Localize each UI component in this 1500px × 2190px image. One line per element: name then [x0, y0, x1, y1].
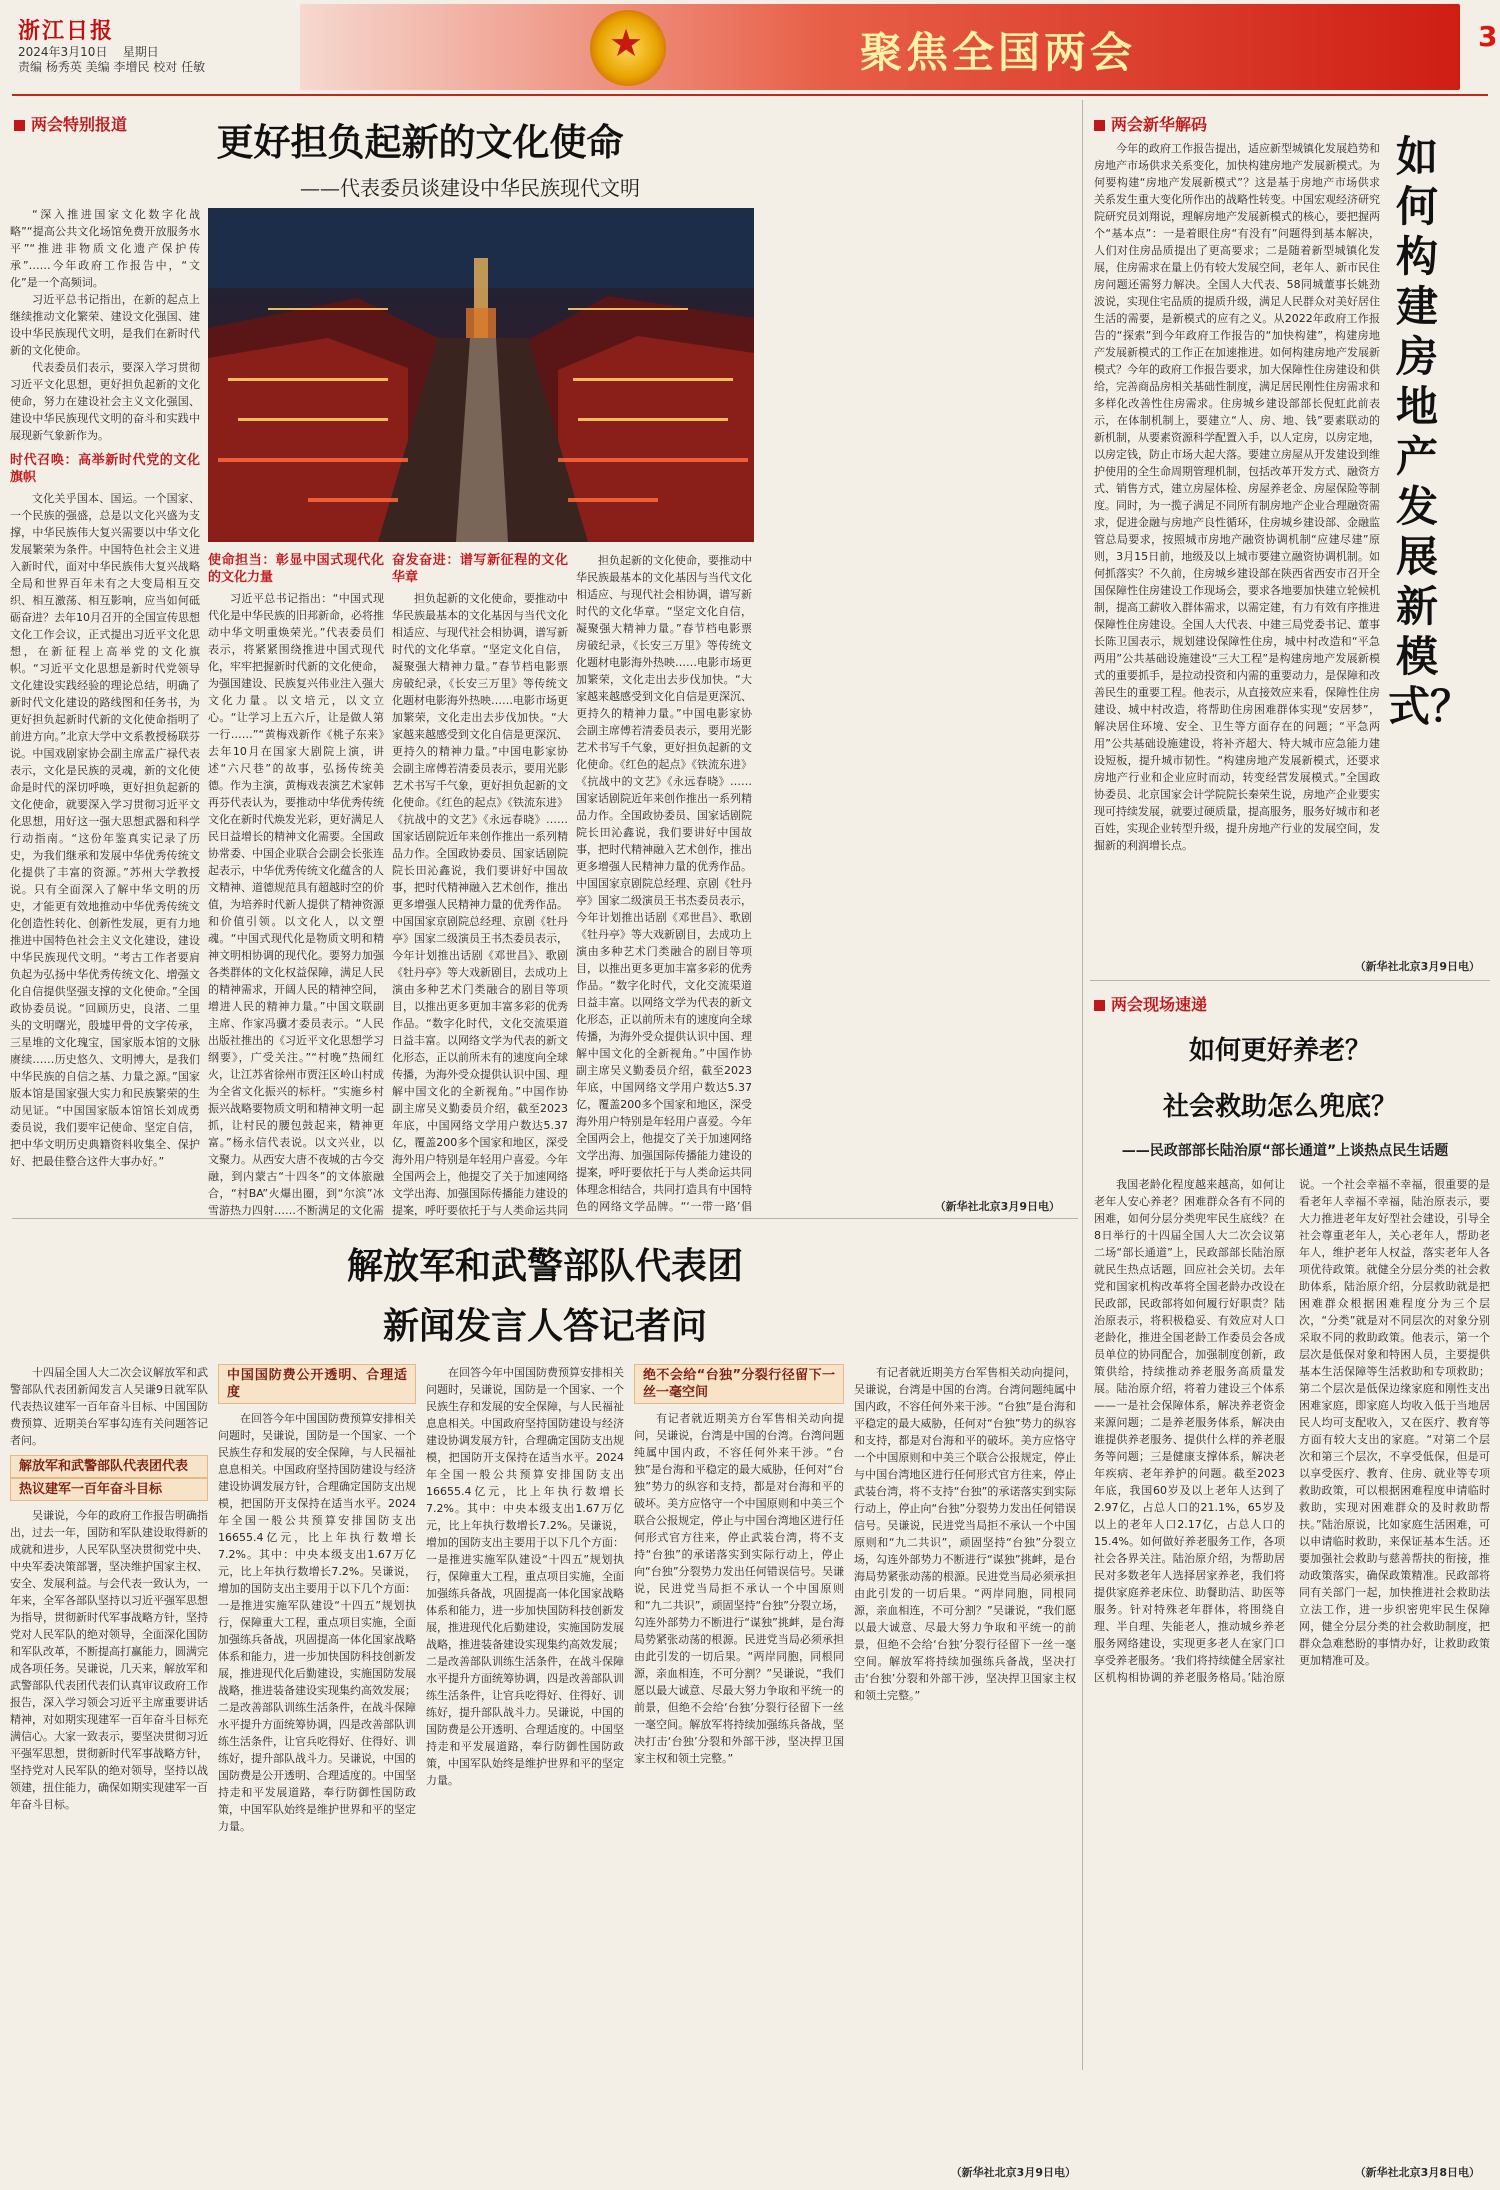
divider-main-right	[1082, 100, 1083, 2070]
article1-section2-heading	[208, 552, 384, 586]
article1-col4	[576, 552, 752, 1216]
article4-para2-cont: 在回答今年中国国防费预算安排相关问题时，吴谦说，国防是一个国家、一个民族生存和发展的安全保障，与人民福祉息息相关。中国政府坚持国防建设与经济建设协调发展方针，合理确定国防支出规模，把国防开支保持在适当水平。2024年全国一般公共预算安排国防支出16655.4亿元，比上年执行数增长7.2%。其中：中央本级支出1.67万亿元，比上年执行数增长7.2%。吴谦说，增加的国防支出主要用于以下几个方面：一是推进实施军队建设“十四五”规划执行，保障重大工程，重点项目实施，全面加强练兵备战，巩固提高一体化国家战略体系和能力，进一步加快国防科技创新发展，推进现代化后勤建设，实施国防发展战略，推进装备建设实现集约高效发展；二是改善部队训练生活条件，在战斗保障水平提升方面统筹协调，四是改善部队训练生活条件，让官兵吃得好、住得好、训练好，提升部队战斗力。吴谦说，中国的国防费是公开透明、合理适度的。中国坚持走和平发展道路，奉行防御性国防政策，中国军队始终是维护世界和平的坚定力量。	[426, 1366, 624, 1787]
article1-tag: 两会特别报道	[14, 112, 127, 135]
article1-photo	[208, 208, 754, 542]
staff-credits: 责编 杨秀英 美编 李增民 校对 任敏	[18, 60, 206, 74]
article3-title-line2: 社会救助怎么兜底？	[1162, 1092, 1397, 1122]
article1-para3: 代表委员们表示，要深入学习贯彻习近平文化思想，更好担负起新的文化使命，努力在建设社会主义文化强国、建设中华民族现代文明的奋斗和实践中展现新气象新作为。	[10, 361, 200, 442]
article4-para1: 吴谦说，今年的政府工作报告明确指出，过去一年，国防和军队建设取得新的成就和进步，人民军队坚决贯彻党中央、中央军委决策部署，坚决维护国家主权、安全、发展利益。与会代表一致认为，一年来，全军各部队坚持以习近平强军思想为指导，贯彻新时代军事战略方针，坚持党对人民军队的绝对领导，全面深化国防和军队改革，不断提高打赢能力，圆满完成各项任务。吴谦说，几天来，解放军和武警部队代表团代表们认真审议政府工作报告，深入学习领会习近平主席重要讲话精神，对如期实现建军一百年奋斗目标充满信心。大家一致表示，要坚决贯彻习近平强军思想，贯彻新时代军事战略方针，坚持党对人民军队的绝对领导，坚持以战领建，扭住能力，确保如期实现建军一百年奋斗目标。	[10, 1509, 208, 1811]
article4-col5	[854, 1364, 1076, 2164]
article1-section1-title: 时代召唤：高举新时代党的文化旗帜	[10, 453, 200, 485]
article4-box1-line1: 解放军和武警部队代表团代表	[10, 1455, 208, 1478]
article1-subtitle: ——代表委员谈建设中华民族现代文明	[300, 176, 640, 200]
issue-date-text: 2024年3月10日	[18, 45, 108, 59]
article1-section1-heading	[10, 452, 200, 486]
article3-subtitle: ——民政部部长陆治原“部长通道”上谈热点民生话题	[1121, 1143, 1449, 1159]
article2-credit: （新华社北京3月9日电）	[1354, 960, 1480, 973]
article1-credit: （新华社北京3月9日电）	[934, 1200, 1060, 1213]
divider-a1-bottom	[12, 1218, 1078, 1219]
article4-title-line2: 新闻发言人答记者问	[382, 1305, 707, 1347]
article3-credit: （新华社北京3月8日电）	[1354, 2166, 1480, 2179]
section-title: 聚焦全国两会	[860, 28, 1137, 77]
article1-section2-body: 习近平总书记指出：“中国式现代化是中华民族的旧邦新命，必将推动中华文明重焕荣光。”代表委员们表示，将紧紧围绕推进中国式现代化，牢牢把握新时代新的文化使命，为强国建设、民族复兴伟业注入强大文化力量。以文培元，以文立心。“让学习上五六斤，让是做人第一行……”“黄梅戏新作《桃子东来》去年10月在国家大剧院上演，讲述“六尺巷”的故事，弘扬传统美德。作为主演，黄梅戏表演艺术家韩再芬代表认为，要推动中华优秀传统文化在新时代焕发光彩，更好满足人民日益增长的精神文化需要。全国政协常委、中国企业联合会副会长张连起表示，中华优秀传统文化蕴含的人文精神、道德规范具有超越时空的价值，为培养时代新人提供了精神资源和价值引领。以文化人，以文塑魂。“中国式现代化是物质文明和精神文明相协调的现代化。要努力加强各类群体的文化权益保障，满足人民的精神需求，开阔人民的精神空间，增进人民的精神力量。”中国文联副主席、作家冯骥才委员表示。“人民出版社推出的《习近平文化思想学习纲要》，广受关注。”“村晚”热闹红火，让江苏省徐州市贾汪区岭山村成为全省文化振兴的标杆。“实施乡村振兴战略要物质文明和精神文明一起抓，让村民的腰包鼓起来，精神更富。”杨永信代表说。以文兴业，以文聚力。从西安大唐不夜城的古今交融，到内蒙古“十四冬”的文体旅融合，“村BA”火爆出圈，到“尔滨”冰雪游热力四射……不断满足的文化需	[208, 592, 384, 1216]
weekday: 星期日	[122, 45, 159, 59]
article4-box1-line2: 热议建军一百年奋斗目标	[10, 1478, 208, 1501]
article2-body	[1094, 140, 1380, 960]
article4-col3	[426, 1364, 624, 2164]
divider-a2-bottom	[1090, 980, 1490, 981]
article1-section2-title: 使命担当：彰显中国式现代化的文化力量	[208, 553, 384, 585]
article2-tag: 两会新华解码	[1094, 112, 1207, 135]
masthead-rule	[12, 94, 1488, 96]
article1-title: 更好担负起新的文化使命	[216, 120, 624, 164]
article3-body	[1094, 1176, 1490, 2062]
article4-box3: 绝不会给“台独”分裂行径留下一丝一毫空间	[634, 1364, 844, 1404]
article4-para2: 在回答今年中国国防费预算安排相关问题时，吴谦说，国防是一个国家、一个民族生存和发展的安全保障，与人民福祉息息相关。中国政府坚持国防建设与经济建设协调发展方针，合理确定国防支出规模，把国防开支保持在适当水平。2024年全国一般公共预算安排国防支出16655.4亿元，比上年执行数增长7.2%。其中：中央本级支出1.67万亿元，比上年执行数增长7.2%。吴谦说，增加的国防支出主要用于以下几个方面：一是推进实施军队建设“十四五”规划执行，保障重大工程，重点项目实施，全面加强练兵备战，巩固提高一体化国家战略体系和能力，进一步加快国防科技创新发展，推进现代化后勤建设，实施国防发展战略，推进装备建设实现集约高效发展；二是改善部队训练生活条件，在战斗保障水平提升方面统筹协调，四是改善部队训练生活条件，让官兵吃得好、住得好、训练好，提升部队战斗力。吴谦说，中国的国防费是公开透明、合理适度的。中国坚持走和平发展道路，奉行防御性国防政策，中国军队始终是维护世界和平的坚定力量。	[218, 1412, 416, 1833]
article4-lead: 十四届全国人大二次会议解放军和武警部队代表团新闻发言人吴谦9日就军队代表热议建军一百年奋斗目标、中国国防费预算、近期美台军事勾连有关问题答记者问。	[10, 1366, 208, 1447]
section-banner	[300, 4, 1460, 90]
night-street-illustration	[208, 208, 754, 542]
article4-para3-cont: 有记者就近期美方台军售相关动向提问，吴谦说，台湾是中国的台湾。台湾问题纯属中国内政，不容任何外来干涉。“台独”是台海和平稳定的最大威胁，任何对“台独”势力的纵容和支持，都是对台海和平的破坏。美方应恪守一个中国原则和中美三个联合公报规定，停止与中国台湾地区进行任何形式官方往来，停止武装台湾，将不支持“台独”的承诺落实到实际行动上，停止向“台独”分裂势力发出任何错误信号。吴谦说，民进党当局拒不承认一个中国原则和“九二共识”，顽固坚持“台独”分裂立场，勾连外部势力不断进行“谋独”挑衅，是台海局势紧张动荡的根源。民进党当局必须承担由此引发的一切后果。“两岸同胞，同根同源，亲血相连，不可分割？”吴谦说，“我们愿以最大诚意、尽最大努力争取和平统一的前景，但绝不会给‘台独’分裂行径留下一丝一毫空间。解放军将持续加强练兵备战，坚决打击‘台独’分裂和外部干涉，坚决捍卫国家主权和领土完整。”	[854, 1366, 1076, 1702]
article1-col3	[392, 552, 568, 1216]
article1-lead: “深入推进国家文化数字化战略”“提高公共文化场馆免费开放服务水平”“推进非物质文化遗产保护传承”……今年政府工作报告中，“文化”是一个高频词。	[10, 208, 200, 289]
article3-tag: 两会现场速递	[1094, 992, 1207, 1015]
article4-col1	[10, 1364, 208, 2164]
article2-title: 如何构建房地产发展新模式？	[1388, 132, 1473, 731]
article4-col2	[218, 1364, 416, 2164]
article4-title-line1: 解放军和武警部队代表团	[346, 1245, 743, 1287]
national-emblem-icon	[590, 10, 666, 86]
issue-date	[18, 45, 298, 60]
article1-section3-heading	[392, 552, 568, 586]
masthead	[0, 0, 1500, 95]
article1-col4-body: 担负起新的文化使命，要推动中华民族最基本的文化基因与当代文化相适应、与现代社会相协调，谱写新时代的文化华章。“坚定文化自信，凝聚强大精神力量。”春节档电影票房破纪录，《长安三万里》等传统文化题材电影海外热映……电影市场更加繁荣，文化走出去步伐加快。“大家越来越感受到文化自信是更深沉、更持久的精神力量。”中国电影家协会副主席傅若清委员表示，要用光影艺术书写千气象，更好担负起新的文化使命。《红色的起点》《铁流东进》《抗战中的文艺》《永远春晓》……国家话剧院近年来创作推出一系列精品力作。全国政协委员、国家话剧院院长田沁鑫说，我们要讲好中国故事，把时代精神融入艺术创作，推出更多增强人民精神力量的优秀作品。中国国家京剧院总经理、京剧《牡丹亭》国家二级演员王书杰委员表示，今年计划推出话剧《邓世昌》、歌剧《牡丹亭》等大戏新剧目，去成功上演由多种艺术门类融合的剧目等项目，以推出更多更加丰富多彩的优秀作品。“数字化时代，文化交流渠道日益丰富。以网络文学为代表的新文化形态，正以前所未有的速度向全球传播，为海外受众提供认识中国、理解中国文化的全新视角。”中国作协副主席吴义勤委员介绍，截至2023年底，中国网络文学用户数达5.37亿，覆盖200多个国家和地区，深受海外用户特别是年轻用户喜爱。今年全国两会上，他提交了关于加速网络文学出海、加强国际传播能力建设的提案，呼吁要依托于与人类命运共同体理念相结合，共同打造具有中国特色的网络文学品牌。“‘一带一路’倡	[576, 554, 752, 1213]
article1-section1-body: 文化关乎国本、国运。一个国家、一个民族的强盛，总是以文化兴盛为支撑，中华民族伟大复兴需要以中华文化发展繁荣为条件。中国特色社会主义进入新时代，面对中华民族伟大复兴战略全局和世界百年未有之大变局相互交织、相互激荡、相互影响，应当如何砥砺奋进？去年10月召开的全国宣传思想文化工作会议，正式提出习近平文化思想，在新征程上高举党的文化旗帜。“习近平文化思想是新时代党领导文化建设实践经验的理论总结，明确了新时代文化建设的路线图和任务书，为更好担负起新时代新的文化使命指明了前进方向。”北京大学中文系教授杨联芬说。中国戏剧家协会副主席孟广禄代表表示，文化是民族的灵魂，新的文化使命是时代的深切呼唤，更好担负起新的文化使命，就要深入学习贯彻习近平文化思想，用好这一强大思想武器和科学行动指南。“这份年鉴真实记录了历史，为我们继承和发展中华优秀传统文化提供了丰富的资源。”苏州大学教授说。只有全面深入了解中华文明的历史，才能更有效地推动中华优秀传统文化创造性转化、创新性发展，更有力地推进中国特色社会主义文化建设，建设中华民族现代文明。“考古工作者要肩负起为弘扬中华优秀传统文化、增强文化自信提供坚强支撑的文化使命。”全国政协委员说。“回顾历史，良渚、二里头的文明曙光，殷墟甲骨的文字传承，三星堆的文化瑰宝，国家版本馆的文脉赓续……历史悠久、文明博大，是我们中华民族的自信之基、力量之源。”国家版本馆是国家强大实力和民族繁荣的生动见证。“中国国家版本馆馆长刘成勇委员说，我们要牢记使命、坚定自信，把中华文明历史典籍资料收集全、保护好、把最佳整合这件大事办好。”	[10, 492, 200, 1168]
article4-credit: （新华社北京3月9日电）	[950, 2166, 1076, 2179]
article2-text: 今年的政府工作报告提出，适应新型城镇化发展趋势和房地产市场供求关系变化，加快构建房地产发展新模式。为何要构建“房地产发展新模式”？这是基于房地产市场供求关系发生重大变化所作出的战略性转变。中国宏观经济研究院研究员刘翔说，理解房地产发展新模式的核心，要把握两个“基本点”：一是着眼住房“有没有”问题得到基本解决，人们对住房品质提出了更高要求；二是随着新型城镇化发展，住房需求在量上仍有较大发展空间，老年人、新市民住房问题还需努力解决。全国人大代表、58同城董事长姚劲波说，实现住宅品质的提质升级，满足人民群众对美好居住生活的需要，是新模式的应有之义。从2022年政府工作报告的“探索”到今年政府工作报告的“加快构建”，构建房地产发展新模式的工作正在加速推进。如何构建房地产发展新模式？今年的政府工作报告要求，加大保障性住房建设和供给，完善商品房相关基础性制度，满足居民刚性住房需求和多样化改善性住房需求。住房城乡建设部部长倪虹此前表示，在体制机制上，要建立“人、房、地、钱”要素联动的新机制，从要素资源科学配置入手，以人定房，以房定地，以房定钱，防止市场大起大落。要建立房屋从开发建设到维护使用的全生命周期管理机制，包括改革开发方式、融资方式、销售方式，建立房屋体检、房屋养老金、房屋保险等制度。同时，为一揽子满足不同所有制房地产企业合理融资需求，促进金融与房地产良性循环，住房城乡建设部、金融监管总局要求，按照城市房地产融资协调机制“应建尽建”原则，3月15日前，地级及以上城市要建立融资协调机制。如何抓落实？不久前，住房城乡建设部在陕西省西安市召开全国保障性住房建设工作现场会，要求各地要加快建立轮候机制，提高工薪收入群体需求，以需定建，有力有效有序推进保障性住房建设。全国人大代表、中建三局党委书记、董事长陈卫国表示，规划建设保障性住房，城中村改造和“平急两用”公共基础设施建设“三大工程”是构建房地产发展新模式的重要抓手，是拉动投资和内需的重要动力，是保障和改善民生的重要工程。他表示，从直接效应来看，保障性住房建设、城中村改造，将帮助住房困难群体实现“安居梦”，解决居住环境、安全、卫生等方面存在的问题；“平急两用”公共基础设施建设，将补齐超大、特大城市应急能力建设短板，提升城市韧性。“构建房地产发展新模式，还要求房地产行业和企业应时而动，转变经营发展模式。”全国政协委员、北京国家会计学院院长秦荣生说，房地产企业要实现可持续发展，就要过硬质量，提高服务，服务好城市和老百姓，实现企业转型升级，提升房地产行业的发展空间，发掘新的利润增长点。	[1094, 142, 1380, 852]
article4-box2: 中国国防费公开透明、合理适度	[218, 1364, 416, 1404]
article1-section3-title: 奋发奋进：谱写新征程的文化华章	[392, 553, 568, 585]
article1-col1	[10, 206, 200, 1216]
article4-para3: 有记者就近期美方台军售相关动向提问，吴谦说，台湾是中国的台湾。台湾问题纯属中国内政，不容任何外来干涉。“台独”是台海和平稳定的最大威胁，任何对“台独”势力的纵容和支持，都是对台海和平的破坏。美方应恪守一个中国原则和中美三个联合公报规定，停止与中国台湾地区进行任何形式官方往来，停止武装台湾，将不支持“台独”的承诺落实到实际行动上，停止向“台独”分裂势力发出任何错误信号。吴谦说，民进党当局拒不承认一个中国原则和“九二共识”，顽固坚持“台独”分裂立场，勾连外部势力不断进行“谋独”挑衅，是台海局势紧张动荡的根源。民进党当局必须承担由此引发的一切后果。“两岸同胞，同根同源，亲血相连，不可分割？”吴谦说，“我们愿以最大诚意、尽最大努力争取和平统一的前景，但绝不会给‘台独’分裂行径留下一丝一毫空间。解放军将持续加强练兵备战，坚决打击‘台独’分裂和外部干涉，坚决捍卫国家主权和领土完整。”	[634, 1412, 844, 1765]
page-number: 3	[1478, 20, 1498, 53]
article1-para2: 习近平总书记指出，在新的起点上继续推动文化繁荣、建设文化强国、建设中华民族现代文明，是我们在新时代新的文化使命。	[10, 293, 200, 357]
masthead-left	[18, 14, 298, 75]
article1-col2	[208, 552, 384, 1216]
article4-col4	[634, 1364, 844, 2164]
article3-title-line1: 如何更好养老？	[1188, 1036, 1371, 1066]
paper-name: 浙江日报	[18, 18, 115, 44]
article3-text: 我国老龄化程度越来越高，如何让老年人安心养老？困难群众各有不同的困难，如何分层分类兜牢民生底线？在8日举行的十四届全国人大二次会议第二场“部长通道”上，民政部部长陆治原就民生热点话题，回应社会关切。去年党和国家机构改革将全国老龄办改设在民政部，民政部将如何履行好职责？陆治原表示，将积极稳妥、有效应对人口老龄化，推进全国老龄工作委员会各成员单位的协同配合，加强制度创新，政策供给，持续推动养老服务高质量发展。陆治原介绍，将着力建设三个体系——一是社会保障体系，解决养老资金来源问题；二是养老服务体系，解决由谁提供养老服务、提供什么样的养老服务等问题；三是健康支撑体系，解决老年疾病、老年养护的问题。截至2023年底，我国60岁及以上老年人达到了2.97亿，占总人口的21.1%，65岁及以上的老年人口2.17亿，占总人口的15.4%。如何做好养老服务工作，各项社会各界关注。陆治原介绍，为帮助居民对多数老年人选择居家养老，我们将提供家庭养老床位、助餐助洁、助医等服务。针对特殊老年群体，将围绕自理、半自理、失能老人，推动城乡养老服务网络建设，实现更多老人在家门口享受养老服务。‘我们将持续健全居家社区机构相协调的养老服务格局。’陆治原说。一个社会幸福不幸福，很重要的是看老年人幸福不幸福，陆治原表示，要大力推进老年友好型社会建设，引导全社会尊重老年人，关心老年人，帮助老年人，维护老年人权益，落实老年人各项优待政策。就健全分层分类的社会救助体系，陆治原介绍，分层救助就是把困难群众根据困难程度分为三个层次，“分类”就是对不同层次的对象分别采取不同的救助政策。他表示，第一个层次是低保对象和特困人员，主要提供基本生活保障等生活救助和专项救助；第二个层次是低保边缘家庭和刚性支出困难家庭，即家庭人均收入低于当地居民人均可支配收入，又在医疗、教育等方面有较大支出的家庭。“对第二个层次和第三个层次，不享受低保，但是可以享受医疗、教育、住房、就业等专项救助政策，可以根据困难程度申请临时救助，实现对困难群众的及时救助帮扶。”陆治原说，比如家庭生活困难，可以申请临时救助，来保证基本生活。还要加强社会救助与慈善帮扶的衔接，推动政策落实，确保政策精准。民政部将同有关部门一起，加快推进社会救助法立法工作，进一步织密兜牢民生保障网，健全分层分类的社会救助制度，把群众急难愁盼的事情办好，让救助政策更加精准可及。	[1094, 1178, 1490, 1684]
article1-section3-body: 担负起新的文化使命，要推动中华民族最基本的文化基因与当代文化相适应、与现代社会相协调，谱写新时代的文化华章。“坚定文化自信，凝聚强大精神力量。”春节档电影票房破纪录，《长安三万里》等传统文化题材电影海外热映……电影市场更加繁荣，文化走出去步伐加快。“大家越来越感受到文化自信是更深沉、更持久的精神力量。”中国电影家协会副主席傅若清委员表示，要用光影艺术书写千气象，更好担负起新的文化使命。《红色的起点》《铁流东进》《抗战中的文艺》《永远春晓》……国家话剧院近年来创作推出一系列精品力作。全国政协委员、国家话剧院院长田沁鑫说，我们要讲好中国故事，把时代精神融入艺术创作，推出更多增强人民精神力量的优秀作品。中国国家京剧院总经理、京剧《牡丹亭》国家二级演员王书杰委员表示，今年计划推出话剧《邓世昌》、歌剧《牡丹亭》等大戏新剧目，去成功上演由多种艺术门类融合的剧目等项目，以推出更多更加丰富多彩的优秀作品。“数字化时代，文化交流渠道日益丰富。以网络文学为代表的新文化形态，正以前所未有的速度向全球传播，为海外受众提供认识中国、理解中国文化的全新视角。”中国作协副主席吴义勤委员介绍，截至2023年底，中国网络文学用户数达5.37亿，覆盖200多个国家和地区，深受海外用户特别是年轻用户喜爱。今年全国两会上，他提交了关于加速网络文学出海、加强国际传播能力建设的提案，呼吁要依托于与人类命运共同	[392, 592, 568, 1216]
